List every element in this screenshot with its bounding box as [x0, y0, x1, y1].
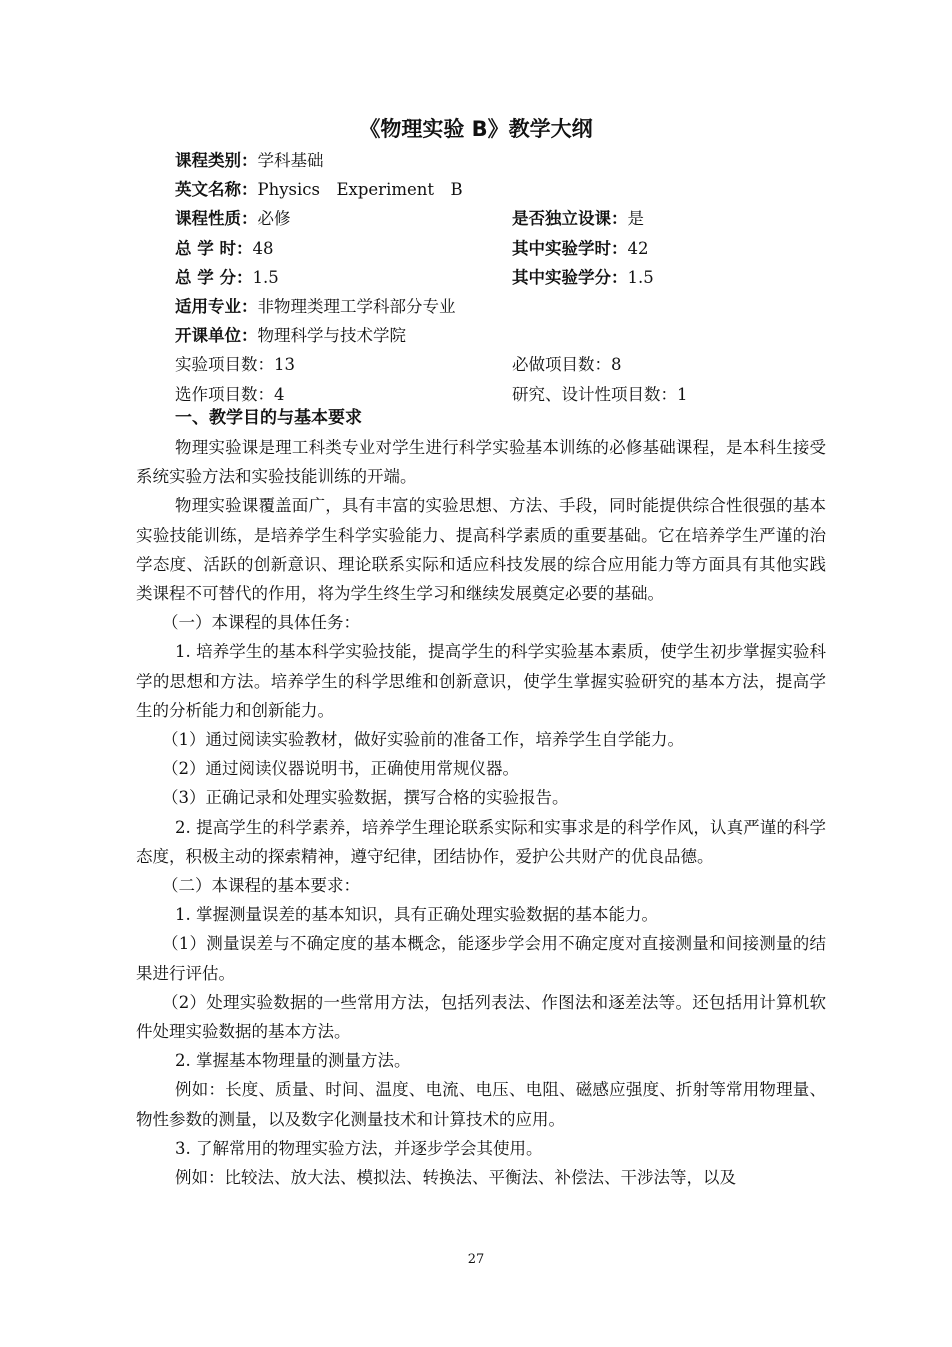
- unit-label: 开课单位：: [175, 326, 258, 346]
- course-type-value: 学科基础: [257, 151, 324, 170]
- list-item: （1）通过阅读实验教材，做好实验前的准备工作，培养学生自学能力。: [162, 730, 684, 750]
- paragraph: 例如：长度、质量、时间、温度、电流、电压、电阻、磁感应强度、折射等常用物理量、物性参数的测量，以及数字化测量技术和计算技术的应用。: [136, 1080, 826, 1129]
- course-type-label: 课程类别：: [175, 151, 258, 170]
- course-meta: [175, 146, 825, 409]
- lab-credits-value: 1.5: [627, 267, 654, 287]
- paragraph: 2. 提高学生的科学素养，培养学生理论联系实际和实事求是的科学作风，认真严谨的科学态度，积极主动的探索精神，遵守纪律，团结协作，爱护公共财产的优良品德。: [136, 817, 826, 866]
- english-name-value: Physics Experiment B: [257, 180, 463, 200]
- paragraph: 3. 了解常用的物理实验方法，并逐步学会其使用。: [175, 1138, 543, 1158]
- independent-label: 是否独立设课：: [512, 209, 628, 229]
- meta-row-nature: [175, 204, 825, 233]
- total-hours-label: 总 学 时：: [175, 238, 253, 258]
- document-body: [136, 433, 826, 1192]
- unit-value: 物理科学与技术学院: [257, 326, 406, 346]
- paragraph: 物理实验课覆盖面广，具有丰富的实验思想、方法、手段，同时能提供综合性很强的基本实验技能训练，是培养学生科学实验能力、提高科学素质的重要基础。它在培养学生严谨的治学态度、活跃的创新意识、理论联系实际和适应科技发展的综合应用能力等方面具有其他实践类课程不可替代的作用，将为学生终生学习和继续发展奠定必要的基础。: [136, 496, 826, 604]
- total-credits-label: 总 学 分：: [175, 267, 253, 287]
- independent-value: 是: [627, 209, 644, 229]
- meta-row-english-name: [175, 175, 825, 204]
- paragraph: 物理实验课是理工科类专业对学生进行科学实验基本训练的必修基础课程，是本科生接受系统实验方法和实验技能训练的开端。: [136, 438, 826, 487]
- paragraph: 1. 培养学生的基本科学实验技能，提高学生的科学实验基本素质，使学生初步掌握实验科学的思想和方法。培养学生的科学思维和创新意识，使学生掌握实验研究的基本方法，提高学生的分析能力和创新能力。: [136, 642, 826, 720]
- meta-row-projects: [175, 350, 825, 379]
- majors-value: 非物理类理工学科部分专业: [257, 296, 456, 316]
- total-hours-value: 48: [252, 238, 274, 258]
- lab-hours-value: 42: [627, 238, 649, 258]
- lab-hours-label: 其中实验学时：: [512, 238, 628, 258]
- nature-label: 课程性质：: [175, 209, 258, 229]
- meta-row-unit: [175, 321, 825, 350]
- nature-value: 必修: [257, 209, 291, 229]
- subsection-heading: （一）本课程的具体任务：: [162, 613, 360, 633]
- page-number: 27: [467, 1252, 485, 1267]
- elective-projects: 选作项目数：4: [175, 384, 285, 404]
- document-title: 《物理实验 B》教学大纲: [359, 117, 593, 141]
- list-item: （2）处理实验数据的一些常用方法，包括列表法、作图法和逐差法等。还包括用计算机软件处理实验数据的基本方法。: [136, 992, 826, 1042]
- lab-hours: [512, 234, 649, 263]
- required-projects: 必做项目数：8: [512, 355, 622, 375]
- majors-label: 适用专业：: [175, 296, 258, 316]
- total-credits-value: 1.5: [252, 267, 279, 287]
- paragraph: 例如：比较法、放大法、模拟法、转换法、平衡法、补偿法、干涉法等，以及: [175, 1168, 736, 1188]
- subsection-heading: （二）本课程的基本要求：: [162, 876, 360, 896]
- english-name-label: 英文名称：: [175, 180, 258, 200]
- meta-row-credits: [175, 263, 825, 292]
- list-item: （3）正确记录和处理实验数据，撰写合格的实验报告。: [162, 788, 569, 808]
- list-item: （2）通过阅读仪器说明书，正确使用常规仪器。: [162, 759, 519, 779]
- meta-row-majors: [175, 292, 825, 321]
- lab-projects: 实验项目数：13: [175, 355, 295, 375]
- independent-course: [512, 204, 644, 233]
- list-item: （1）测量误差与不确定度的基本概念，能逐步学会用不确定度对直接测量和间接测量的结果进行评估。: [136, 934, 826, 983]
- section-heading-1: 一、教学目的与基本要求: [175, 408, 362, 428]
- paragraph: 2. 掌握基本物理量的测量方法。: [175, 1051, 411, 1071]
- lab-credits-label: 其中实验学分：: [512, 267, 628, 287]
- paragraph: 1. 掌握测量误差的基本知识，具有正确处理实验数据的基本能力。: [175, 905, 658, 925]
- research-projects: 研究、设计性项目数：1: [512, 384, 688, 404]
- meta-row-course-type: [175, 146, 825, 175]
- lab-credits: [512, 263, 654, 292]
- meta-row-hours: [175, 234, 825, 263]
